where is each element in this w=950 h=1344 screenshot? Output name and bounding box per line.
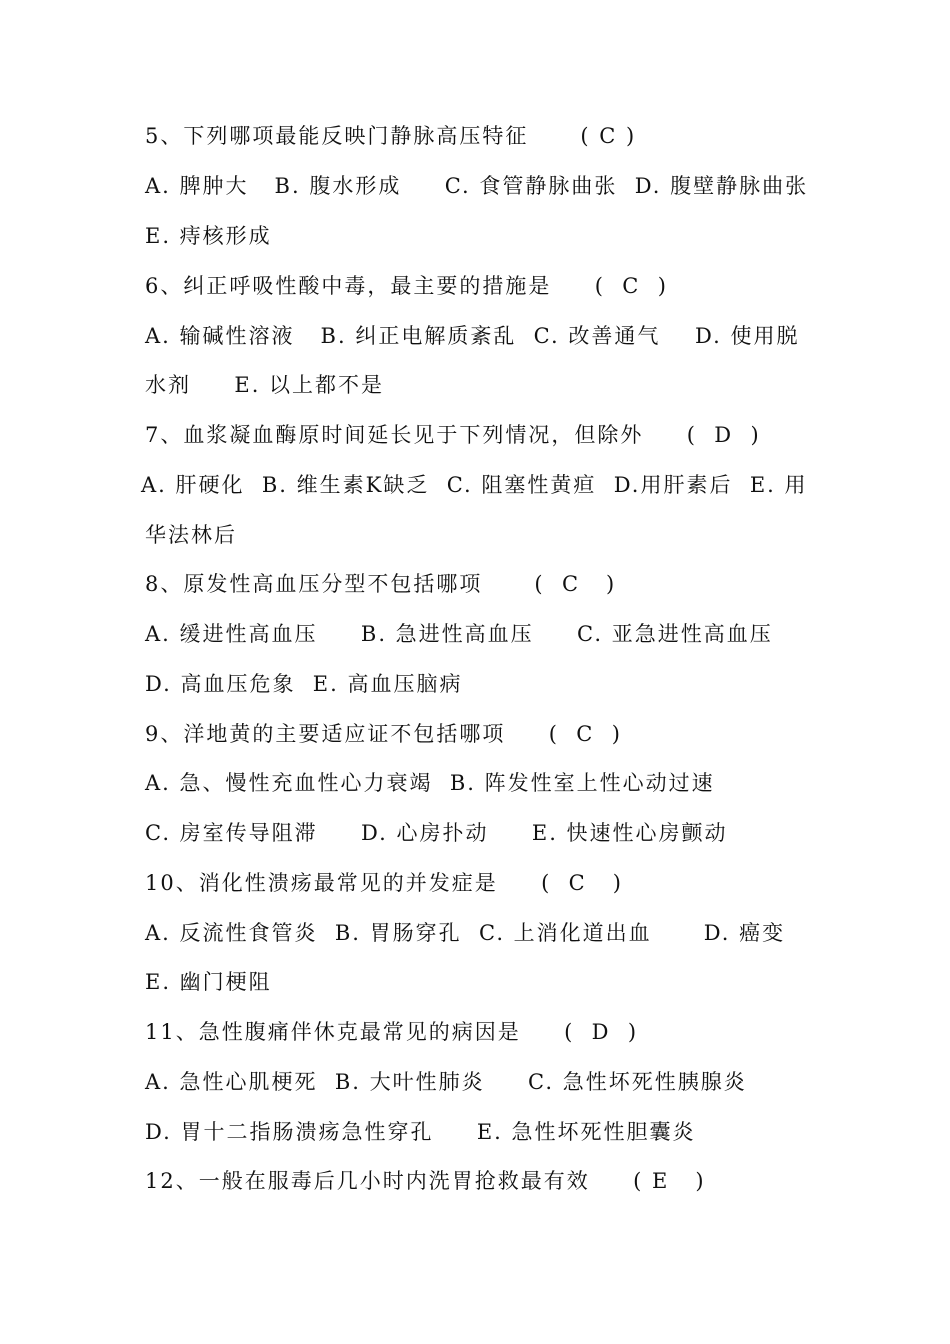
question-11-options-cont: D. 胃十二指肠溃疡急性穿孔 E. 急性坏死性胆囊炎: [145, 1120, 696, 1144]
question-5-options-cont: E. 痔核形成: [145, 224, 272, 248]
question-10-options-cont: E. 幽门梗阻: [145, 970, 272, 994]
question-12: 12、一般在服毒后几小时内洗胃抢救最有效 ( E ): [145, 1169, 706, 1193]
question-10: 10、消化性溃疡最常见的并发症是 ( C ): [145, 871, 623, 895]
question-6: 6、纠正呼吸性酸中毒，最主要的措施是 ( C ): [145, 274, 668, 298]
question-9-options: A. 急、慢性充血性心力衰竭 B. 阵发性室上性心动过速: [145, 771, 715, 795]
question-8: 8、原发性高血压分型不包括哪项 ( C ): [145, 572, 617, 596]
question-7-options-cont: 华法林后: [145, 523, 237, 547]
question-9-options-cont: C. 房室传导阻滞 D. 心房扑动 E. 快速性心房颤动: [145, 821, 728, 845]
question-6-options: A. 输碱性溶液 B. 纠正电解质紊乱 C. 改善通气 D. 使用脱: [145, 324, 800, 348]
question-11-options: A. 急性心肌梗死 B. 大叶性肺炎 C. 急性坏死性胰腺炎: [145, 1070, 747, 1094]
question-7: 7、血浆凝血酶原时间延长见于下列情况，但除外 ( D ): [145, 423, 761, 447]
question-8-options-cont: D. 高血压危象 E. 高血压脑病: [145, 672, 463, 696]
question-6-options-cont: 水剂 E. 以上都不是: [145, 373, 385, 397]
question-5-options: A. 脾肿大 B. 腹水形成 C. 食管静脉曲张 D. 腹壁静脉曲张: [145, 174, 809, 198]
question-7-options: A. 肝硬化 B. 维生素K缺乏 C. 阻塞性黄疸 D.用肝素后 E. 用: [141, 473, 808, 497]
question-5: 5、下列哪项最能反映门静脉高压特征 ( C ): [145, 124, 637, 148]
question-8-options: A. 缓进性高血压 B. 急进性高血压 C. 亚急进性高血压: [145, 622, 773, 646]
question-9: 9、洋地黄的主要适应证不包括哪项 ( C ): [145, 722, 622, 746]
question-11: 11、急性腹痛伴休克最常见的病因是 ( D ): [145, 1020, 639, 1044]
question-10-options: A. 反流性食管炎 B. 胃肠穿孔 C. 上消化道出血 D. 癌变: [145, 921, 786, 945]
